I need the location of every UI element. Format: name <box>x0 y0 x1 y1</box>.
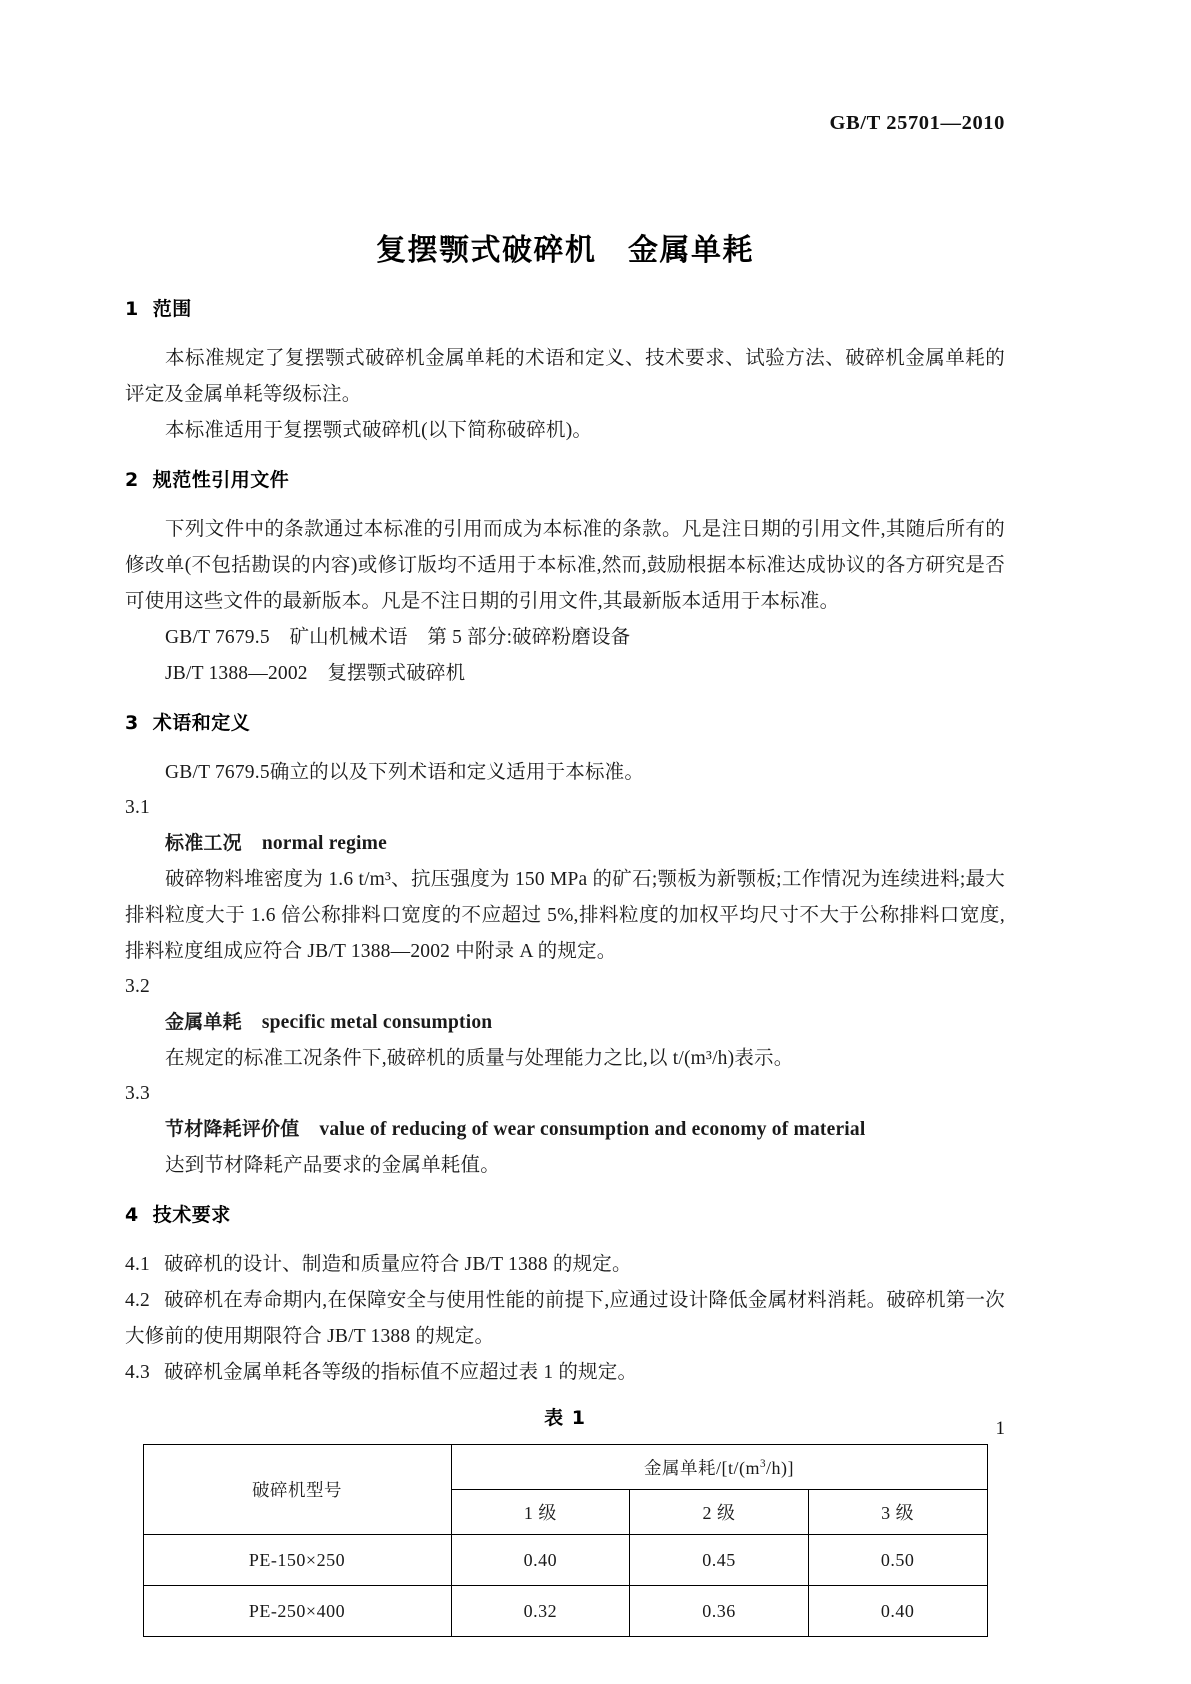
cell-grade-1: 0.32 <box>451 1586 630 1637</box>
term-definition-3-3: 达到节材降耗产品要求的金属单耗值。 <box>165 1155 500 1176</box>
cell-model: PE-250×400 <box>143 1586 451 1637</box>
clause-title-1: 范围 <box>152 298 192 320</box>
requirement-4-1 <box>125 1247 1005 1283</box>
term-chinese-3-1: 标准工况 <box>165 832 242 854</box>
table-header-group: 金属单耗$/[t/(m^3/h)]$ <box>451 1445 987 1490</box>
normative-reference-1: GB/T 7679.5 矿山机械术语 第 5 部分:破碎粉磨设备 <box>165 627 631 648</box>
page-number: 1 <box>995 1418 1005 1439</box>
requirement-index-4-1: 4.1 <box>125 1254 150 1275</box>
table-header-grade-3: 3 级 <box>808 1490 987 1535</box>
clause-1-paragraph-2: 本标准适用于复摆颚式破碎机(以下简称破碎机)。 <box>165 420 593 441</box>
clause-number-1: 1 <box>125 298 139 320</box>
clause-title-3: 术语和定义 <box>152 712 251 734</box>
cell-grade-1: 0.40 <box>451 1535 630 1586</box>
term-english-3-1: normal regime <box>261 833 387 854</box>
table-row <box>143 1535 987 1586</box>
page-title: 复摆颚式破碎机 金属单耗 <box>376 233 754 269</box>
clause-title-4: 技术要求 <box>152 1204 231 1226</box>
term-definition-3-2: 在规定的标准工况条件下,破碎机的质量与处理能力之比,以 t/(m³/h)表示。 <box>165 1048 794 1069</box>
clause-number-2: 2 <box>125 469 139 491</box>
table-caption: 表 1 <box>544 1407 586 1429</box>
requirement-text-4-2: 破碎机在寿命期内,在保障安全与使用性能的前提下,应通过设计降低金属材料消耗。破碎机第一次大修前的使用期限符合 JB/T 1388 的规定。 <box>125 1290 1005 1347</box>
requirement-index-4-2: 4.2 <box>125 1290 150 1311</box>
clause-heading-1 <box>125 300 1005 319</box>
cell-grade-2: 0.36 <box>630 1586 809 1637</box>
subclause-number-3-3: 3.3 <box>125 1083 150 1104</box>
running-header-standard-code: GB/T 25701—2010 <box>829 112 1005 134</box>
requirement-text-4-3: 破碎机金属单耗各等级的指标值不应超过表 1 的规定。 <box>163 1362 638 1383</box>
table-header-grade-1: 1 级 <box>451 1490 630 1535</box>
clause-number-3: 3 <box>125 712 139 734</box>
cell-grade-3: 0.40 <box>808 1586 987 1637</box>
clause-3-paragraph-1: GB/T 7679.5确立的以及下列术语和定义适用于本标准。 <box>165 762 645 783</box>
term-entry-3-2 <box>125 1004 1005 1041</box>
clause-heading-4 <box>125 1206 1005 1225</box>
normative-reference-2: JB/T 1388—2002 复摆颚式破碎机 <box>165 663 466 684</box>
subclause-number-3-2: 3.2 <box>125 976 150 997</box>
clause-heading-2 <box>125 471 1005 490</box>
clause-2-paragraph-1: 下列文件中的条款通过本标准的引用而成为本标准的条款。凡是注日期的引用文件,其随后所有的修改单(不包括勘误的内容)或修订版均不适用于本标准,然而,鼓励根据本标准达成协议的各方研究是否可使用这些文件的最新版本。凡是不注日期的引用文件,其最新版本适用于本标准。 <box>125 519 1005 612</box>
clause-heading-3 <box>125 714 1005 733</box>
metal-consumption-table <box>143 1444 988 1637</box>
table-header-row-1 <box>143 1445 987 1490</box>
requirement-4-2 <box>125 1283 1005 1355</box>
term-chinese-3-3: 节材降耗评价值 <box>165 1118 300 1140</box>
clause-1-paragraph-1: 本标准规定了复摆颚式破碎机金属单耗的术语和定义、技术要求、试验方法、破碎机金属单耗的评定及金属单耗等级标注。 <box>125 348 1005 405</box>
term-chinese-3-2: 金属单耗 <box>165 1011 242 1033</box>
term-english-3-2: specific metal consumption <box>261 1012 493 1033</box>
clause-title-2: 规范性引用文件 <box>152 469 290 491</box>
cell-model: PE-150×250 <box>143 1535 451 1586</box>
table-row <box>143 1586 987 1637</box>
term-entry-3-3 <box>125 1111 1005 1148</box>
requirement-text-4-1: 破碎机的设计、制造和质量应符合 JB/T 1388 的规定。 <box>163 1254 632 1275</box>
term-english-3-3: value of reducing of wear consumption and economy of material <box>319 1119 866 1140</box>
clause-number-4: 4 <box>125 1204 139 1226</box>
term-entry-3-1 <box>125 825 1005 862</box>
cell-grade-2: 0.45 <box>630 1535 809 1586</box>
table-header-grade-2: 2 级 <box>630 1490 809 1535</box>
cell-grade-3: 0.50 <box>808 1535 987 1586</box>
table-header-model: 破碎机型号 <box>143 1445 451 1535</box>
requirement-index-4-3: 4.3 <box>125 1362 150 1383</box>
subclause-number-3-1: 3.1 <box>125 797 150 818</box>
requirement-4-3 <box>125 1355 1005 1391</box>
term-definition-3-1: 破碎物料堆密度为 1.6 t/m³、抗压强度为 150 MPa 的矿石;颚板为新颚板;工作情况为连续进料;最大排料粒度大于 1.6 倍公称排料口宽度的不应超过 5%,排料粒度的加权平均尺寸不大于公称排料口宽度,排料粒度组成应符合 JB/T 1388—2002 中附录 A 的规定。 <box>125 869 1005 962</box>
